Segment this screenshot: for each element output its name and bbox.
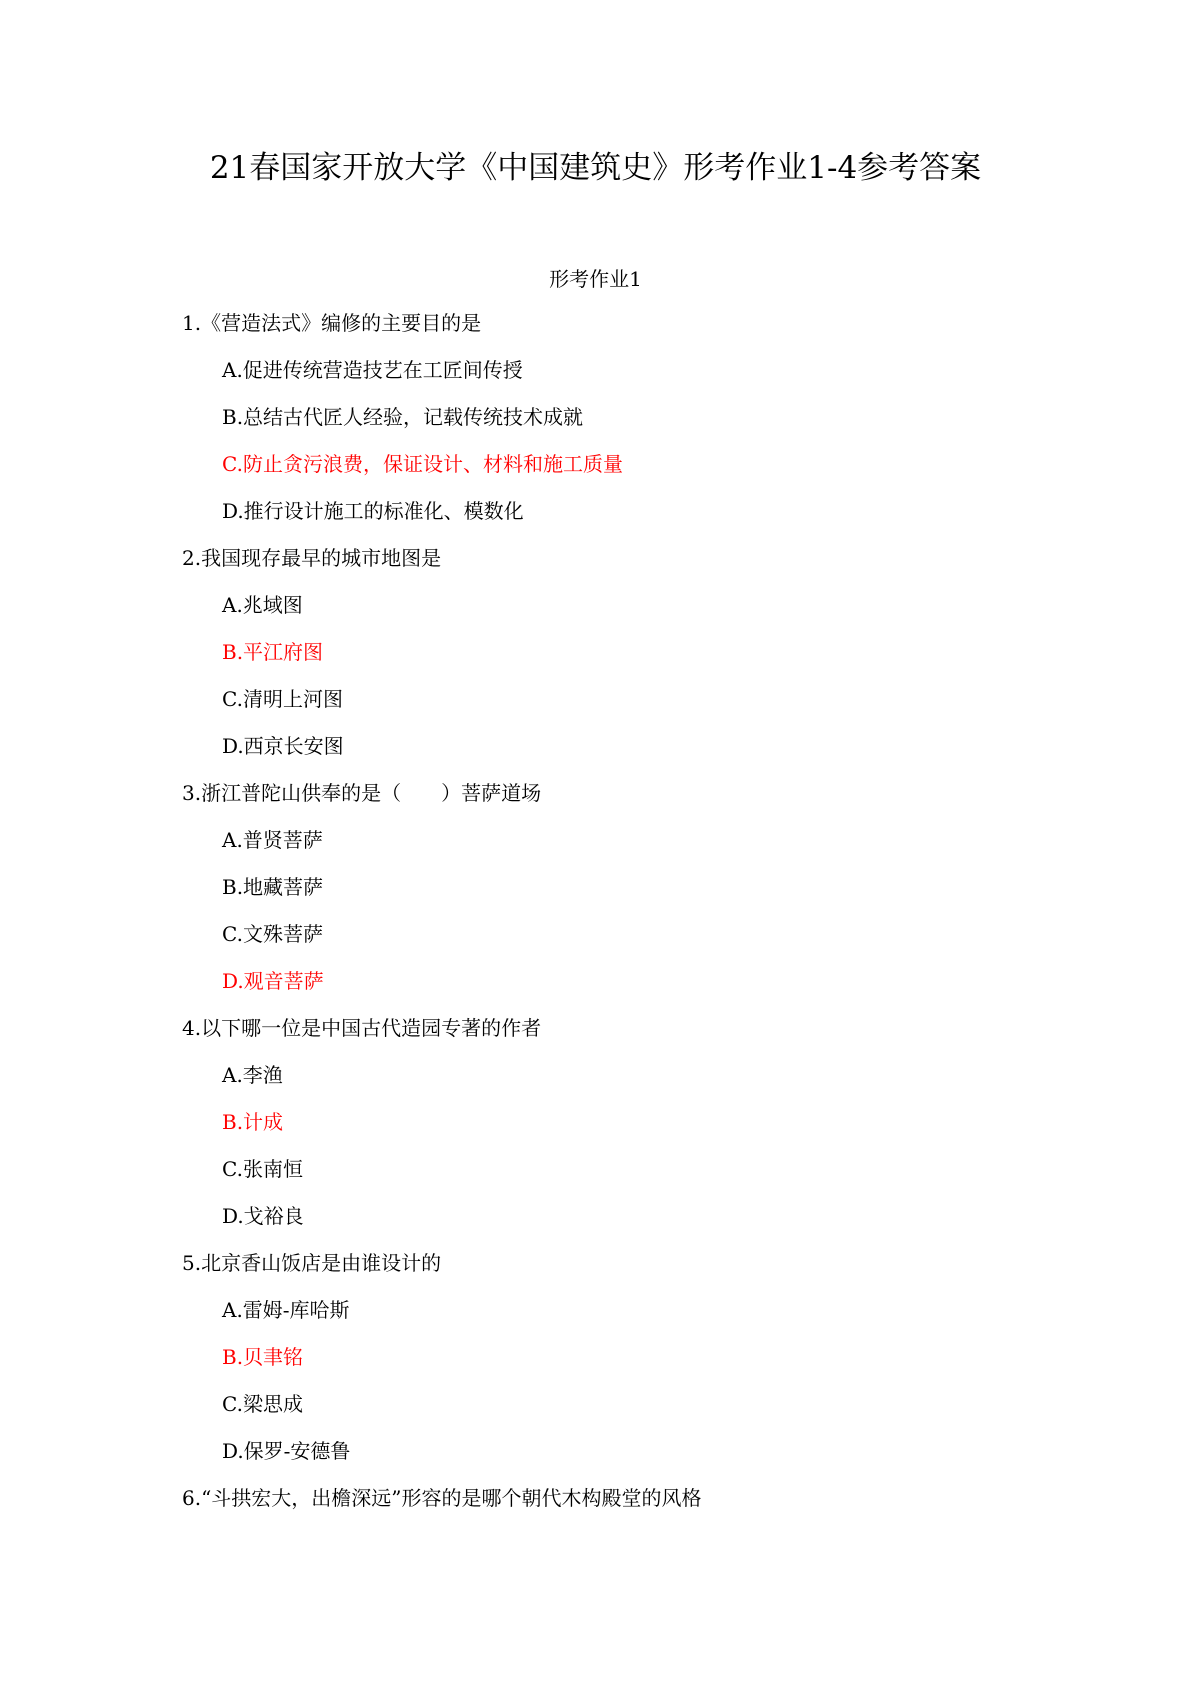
answer-option: A.兆域图 xyxy=(222,593,303,617)
question-text: 3.浙江普陀山供奉的是（ ）菩萨道场 xyxy=(182,781,542,805)
answer-option: C.防止贪污浪费，保证设计、材料和施工质量 xyxy=(222,452,623,476)
section-title: 形考作业1 xyxy=(549,267,642,291)
answer-option: A.促进传统营造技艺在工匠间传授 xyxy=(222,358,523,382)
answer-option: B.地藏菩萨 xyxy=(222,875,324,899)
answer-option: D.保罗-安德鲁 xyxy=(222,1439,351,1463)
question-text: 6.“斗拱宏大，出檐深远”形容的是哪个朝代木构殿堂的风格 xyxy=(182,1486,702,1510)
question-2 xyxy=(0,543,1191,778)
question-4 xyxy=(0,1013,1191,1248)
question-list xyxy=(0,308,1191,1530)
answer-option: C.清明上河图 xyxy=(222,687,343,711)
question-5 xyxy=(0,1248,1191,1483)
answer-option: D.戈裕良 xyxy=(222,1204,304,1228)
answer-option: A.普贤菩萨 xyxy=(222,828,323,852)
answer-option: D.观音菩萨 xyxy=(222,969,324,993)
answer-option: C.文殊菩萨 xyxy=(222,922,323,946)
answer-option: D.推行设计施工的标准化、模数化 xyxy=(222,499,524,523)
question-3 xyxy=(0,778,1191,1013)
question-1 xyxy=(0,308,1191,543)
question-text: 2.我国现存最早的城市地图是 xyxy=(182,546,442,570)
answer-option: A.李渔 xyxy=(222,1063,283,1087)
question-text: 4.以下哪一位是中国古代造园专著的作者 xyxy=(182,1016,542,1040)
answer-option: C.梁思成 xyxy=(222,1392,303,1416)
question-6 xyxy=(0,1483,1191,1530)
answer-option: B.总结古代匠人经验，记载传统技术成就 xyxy=(222,405,584,429)
answer-option: B.平江府图 xyxy=(222,640,324,664)
document-title: 21春国家开放大学《中国建筑史》形考作业1-4参考答案 xyxy=(209,150,982,186)
answer-option: A.雷姆-库哈斯 xyxy=(222,1298,350,1322)
question-text: 1.《营造法式》编修的主要目的是 xyxy=(182,311,482,335)
answer-option: C.张南恒 xyxy=(222,1157,303,1181)
answer-option: B.贝聿铭 xyxy=(222,1345,304,1369)
answer-option: B.计成 xyxy=(222,1110,284,1134)
question-text: 5.北京香山饭店是由谁设计的 xyxy=(182,1251,442,1275)
answer-option: D.西京长安图 xyxy=(222,734,344,758)
